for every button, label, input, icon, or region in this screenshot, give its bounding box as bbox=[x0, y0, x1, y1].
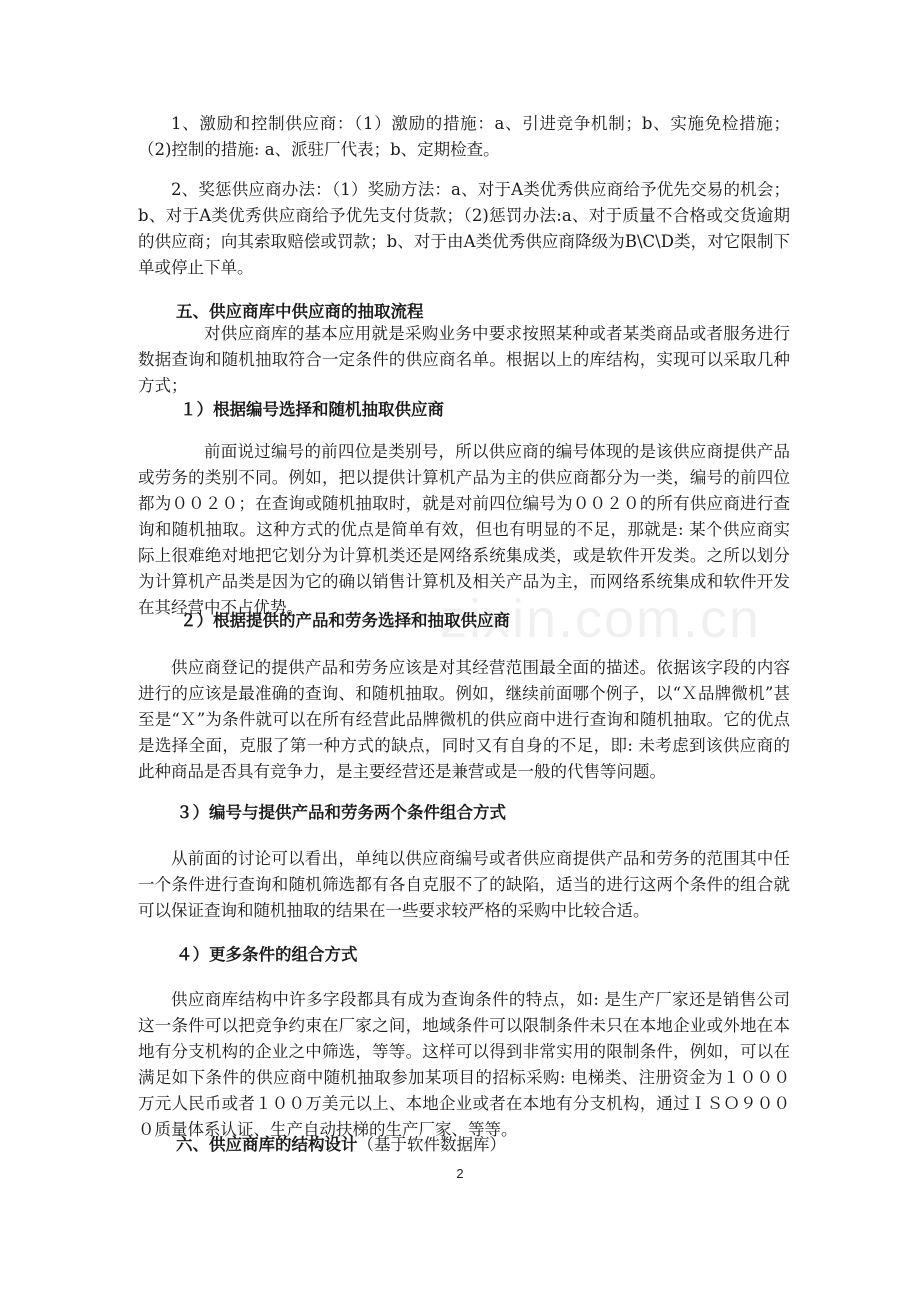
page-number: 2 bbox=[456, 1166, 464, 1181]
subheading-2: ２）根据提供的产品和劳务选择和抽取供应商 bbox=[180, 611, 510, 630]
section-heading-6-title: 六、供应商库的结构设计 bbox=[176, 1135, 358, 1154]
subheading-4: ４）更多条件的组合方式 bbox=[176, 945, 358, 964]
section-heading-5: 五、供应商库中供应商的抽取流程 bbox=[176, 302, 424, 321]
paragraph-reward-penalty: 2、奖惩供应商办法：（1）奖励方法：a、对于A类优秀供应商给予优先交易的机会；b、对于A类优秀供应商给予优先支付货款；（2)惩罚办法:a、对于质量不合格或交货逾期的供应商；向其索取赔偿或罚款；b、对于由A类优秀供应商降级为B\C\D类，对它限制下单或停止下单。 bbox=[138, 180, 790, 277]
paragraph-incentive-control: 1、激励和控制供应商：（1）激励的措施：a、引进竞争机制；b、实施免检措施；（2)控制的措施: a、派驻厂代表；b、定期检查。 bbox=[138, 114, 790, 159]
paragraph-method-1: 前面说过编号的前四位是类别号，所以供应商的编号体现的是该供应商提供产品或劳务的类别不同。例如，把以提供计算机产品为主的供应商都分为一类，编号的前四位都为００２０；在查询或随机抽取时，就是对前四位编号为００２０的所有供应商进行查询和随机抽取。这种方式的优点是简单有效，但也有明显的不足，那就是: 某个供应商实际上很难绝对地把它划分为计算机类还是网络系统集成类，或是软件开发类。之所以划分为计算机产品类是因为它的确以销售计算机及相关产品为主，而网络系统集成和软件开发在其经营中不占优势。 bbox=[138, 442, 790, 617]
paragraph-method-2: 供应商登记的提供产品和劳务应该是对其经营范围最全面的描述。依据该字段的内容进行的应该是最准确的查询、和随机抽取。例如，继续前面哪个例子，以“Ｘ品牌微机”甚至是“Ｘ”为条件就可以在所有经营此品牌微机的供应商中进行查询和随机抽取。它的优点是选择全面，克服了第一种方式的缺点，同时又有自身的不足，即: 未考虑到该供应商的此种商品是否具有竞争力，是主要经营还是兼营或是一般的代售等问题。 bbox=[138, 658, 790, 781]
paragraph-method-3: 从前面的讨论可以看出，单纯以供应商编号或者供应商提供产品和劳务的范围其中任一个条件进行查询和随机筛选都有各自克服不了的缺陷，适当的进行这两个条件的组合就可以保证查询和随机抽取的结果在一些要求较严格的采购中比较合适。 bbox=[138, 849, 790, 920]
watermark: zixin.com.cn bbox=[440, 589, 762, 649]
subheading-1: １）根据编号选择和随机抽取供应商 bbox=[180, 400, 444, 419]
paragraph-method-4: 供应商库结构中许多字段都具有成为查询条件的特点，如: 是生产厂家还是销售公司这一条件可以把竞争约束在厂家之间，地域条件可以限制条件未只在本地企业或外地在本地有分支机构的企业之中筛选，等等。这样可以得到非常实用的限制条件，例如，可以在满足如下条件的供应商中随机抽取参加某项目的招标采购: 电梯类、注册资金为１０００万元人民币或者１００万美元以上、本地企业或者在本地有分支机构，通过ＩＳＯ９０００质量体系认证、生产自动扶梯的生产厂家、等等。 bbox=[138, 990, 790, 1139]
paragraph-section5-intro: 对供应商库的基本应用就是采购业务中要求按照某种或者某类商品或者服务进行数据查询和随机抽取符合一定条件的供应商名单。根据以上的库结构，实现可以采取几种方式； bbox=[138, 324, 790, 395]
subheading-3: ３）编号与提供产品和劳务两个条件组合方式 bbox=[176, 803, 506, 822]
section-heading-6-note: （基于软件数据库） bbox=[357, 1135, 506, 1154]
section-heading-6 bbox=[176, 1132, 828, 1158]
